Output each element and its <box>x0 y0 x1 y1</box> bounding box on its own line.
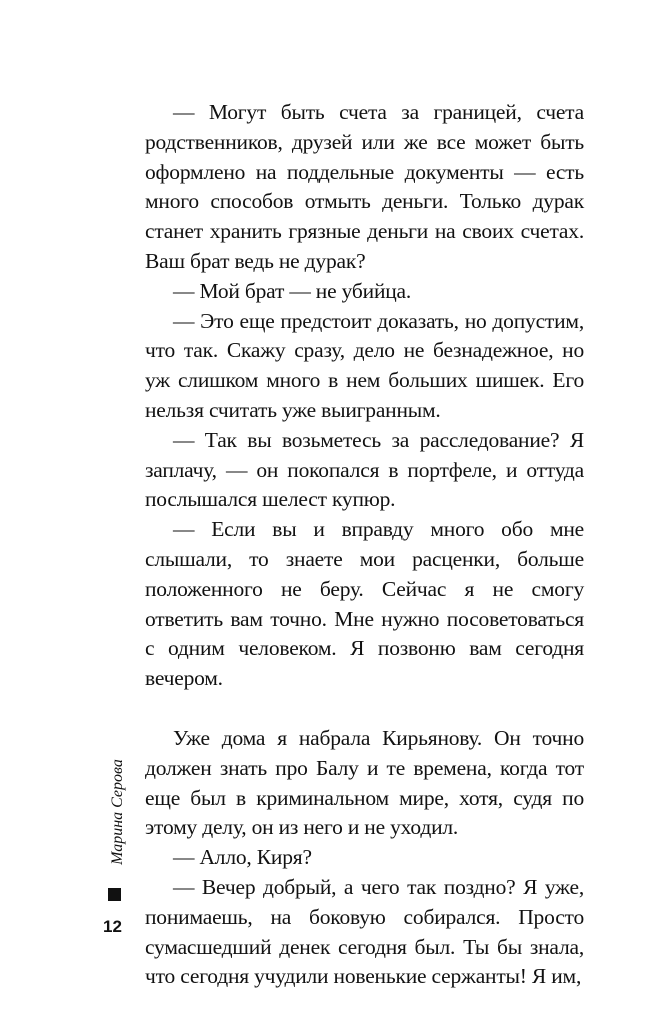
paragraph-8: — Вечер добрый, а чего так поздно? Я уже, понимаешь, на боковую собирался. Просто сумасшедший денек сегодня был. Ты бы знала, что сегодня учудили новенькие сержанты! Я им, <box>145 874 584 989</box>
author-name: Марина Серова <box>109 759 127 865</box>
square-marker-icon <box>108 888 121 901</box>
paragraph-3: — Это еще предстоит доказать, но допустим, что так. Скажу сразу, дело не безнадежное, но уж слишком много в нем больших шишек. Его нельзя считать уже выигранным. <box>145 308 584 422</box>
paragraph-5: — Если вы и вправду много обо мне слышали, то знаете мои расценки, больше положенного не беру. Сейчас я не смогу ответить вам точно. Мне нужно посоветоваться с одним человеком. Я позвоню вам сегодня вечером. <box>145 517 584 691</box>
paragraph-4: — Так вы возьметесь за расследование? Я заплачу, — он покопался в портфеле, и оттуда послышался шелест купюр. <box>145 427 584 512</box>
paragraph-2: — Мой брат — не убийца. <box>173 278 412 303</box>
paragraph-1: — Могут быть счета за границей, счета родственников, друзей или же все может быть оформлено на поддельные документы — есть много способов отмыть деньги. Только дурак станет хранить грязные деньги на своих счетах. Ваш брат ведь не дурак? <box>145 100 584 273</box>
page-text <box>145 98 584 992</box>
page-number: 12 <box>103 917 122 936</box>
section-break <box>145 694 584 724</box>
paragraph-7: — Алло, Киря? <box>173 845 312 870</box>
running-head-author <box>106 748 130 876</box>
paragraph-6: Уже дома я набрала Кирьянову. Он точно должен знать про Балу и те времена, когда тот еще был в криминальном мире, хотя, судя по этому делу, он из него и не уходил. <box>145 725 584 840</box>
